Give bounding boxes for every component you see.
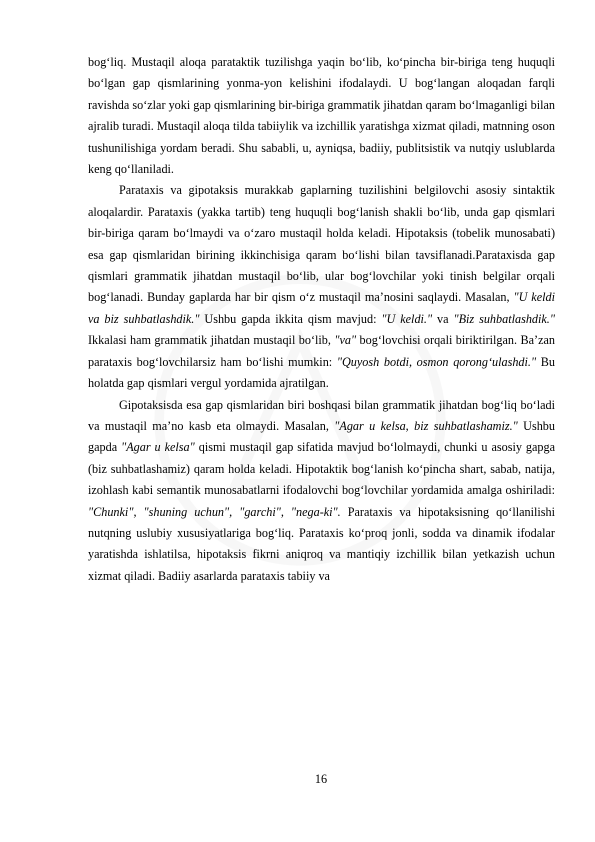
text-run: Parataxis va hipotaksisning qo‘llanilishi nutqning uslubiy xususiyatlariga bog‘liq. Parataxis ko‘proq jonli, sodda va dinamik ifodalar yaratishda ishlatilsa, hipotaksis fikrni aniqroq va mantiqiy izchillik bilan yetkazish uchun xizmat qiladi. Badiiy asarlarda parataxis tabiiy va xyxy=(88,504,555,583)
paragraph xyxy=(88,395,555,588)
paragraph xyxy=(88,180,555,394)
example-quote: "Agar u kelsa, biz suhbatlashamiz." xyxy=(334,418,518,433)
text-run: Parataxis va gipotaksis murakkab gaplarning tuzilishini belgilovchi asosiy sintaktik aloqalardir. Parataxis (yakka tartib) teng huquqli bog‘lanish shakli bo‘lib, unda gap qismlari bir-biriga qaram bo‘lmaydi va o‘zaro mustaqil holda keladi. Hipotaksis (tobelik munosabati) esa gap qismlaridan birining ikkinchisiga qaram bo‘lishi bilan tavsiflanadi.Parataxisda gap qismlari grammatik jihatdan mustaqil bo‘lib, ular bog‘lovchilar yoki tinish belgilar orqali bog‘lanadi. Bunday gaplarda har bir qism o‘z mustaqil ma’nosini saqlaydi. Masalan, xyxy=(88,183,555,305)
text-run: Bu holatda gap qismlari vergul yordamida ajratilgan. xyxy=(88,354,555,391)
text-run: bog‘liq. Mustaqil aloqa parataktik tuzilishga yaqin bo‘lib, ko‘pincha bir-biriga teng huquqli bo‘lgan gap qismlarining yonma-yon kelishini ifodalaydi. U bog‘langan aloqadan farqli ravishda so‘zlar yoki gap qismlarining bir-biriga grammatik jihatdan qaram bo‘lmaganligi bilan ajralib turadi. Mustaqil aloqa tilda tabiiylik va izchillik yaratishga xizmat qiladi, matnning oson tushunilishiga yordam beradi. Shu sababli, u, ayniqsa, badiiy, publitsistik va nutqiy uslublarda keng qo‘llaniladi. xyxy=(88,55,555,177)
example-quote: "U keldi va biz suhbatlashdik." xyxy=(88,290,555,326)
example-quote: "Chunki", "shuning uchun", "garchi", "nega-ki". xyxy=(88,504,341,519)
example-quote: "U keldi." xyxy=(381,311,433,326)
page-number: 16 xyxy=(314,772,328,786)
text-run: Gipotaksisda esa gap qismlaridan biri boshqasi bilan grammatik jihatdan bog‘liq bo‘ladi va mustaqil ma’no kasb eta olmaydi. Masalan, xyxy=(88,397,555,433)
body-text xyxy=(88,52,555,587)
text-run: va xyxy=(432,311,454,326)
text-run: qismi mustaqil gap sifatida mavjud bo‘lolmaydi, chunki u asosiy gapga (biz suhbatlashamiz) qaram holda keladi. Hipotaktik bog‘lanish ko‘pincha shart, sabab, natija, izohlash kabi semantik munosabatlarni ifodalovchi bog‘lovchilar yordamida amalga oshiriladi: xyxy=(88,440,555,498)
example-quote: "Biz suhbatlashdik." xyxy=(453,311,555,326)
text-run: Ushbu gapda xyxy=(88,418,555,455)
text-run: Ikkalasi ham grammatik jihatdan mustaqil bo‘lib, xyxy=(88,333,335,348)
example-quote: "Quyosh botdi, osmon qorong‘ulashdi." xyxy=(336,354,537,369)
example-quote: "va" xyxy=(334,333,357,348)
text-run: bog‘lovchisi orqali biriktirilgan. Ba’zan parataxis bog‘lovchilarsiz ham bo‘lishi mumkin: xyxy=(88,333,555,369)
paragraph xyxy=(88,52,555,180)
example-quote: "Agar u kelsa" xyxy=(121,440,195,455)
text-run: Ushbu gapda ikkita qism mavjud: xyxy=(199,311,382,326)
